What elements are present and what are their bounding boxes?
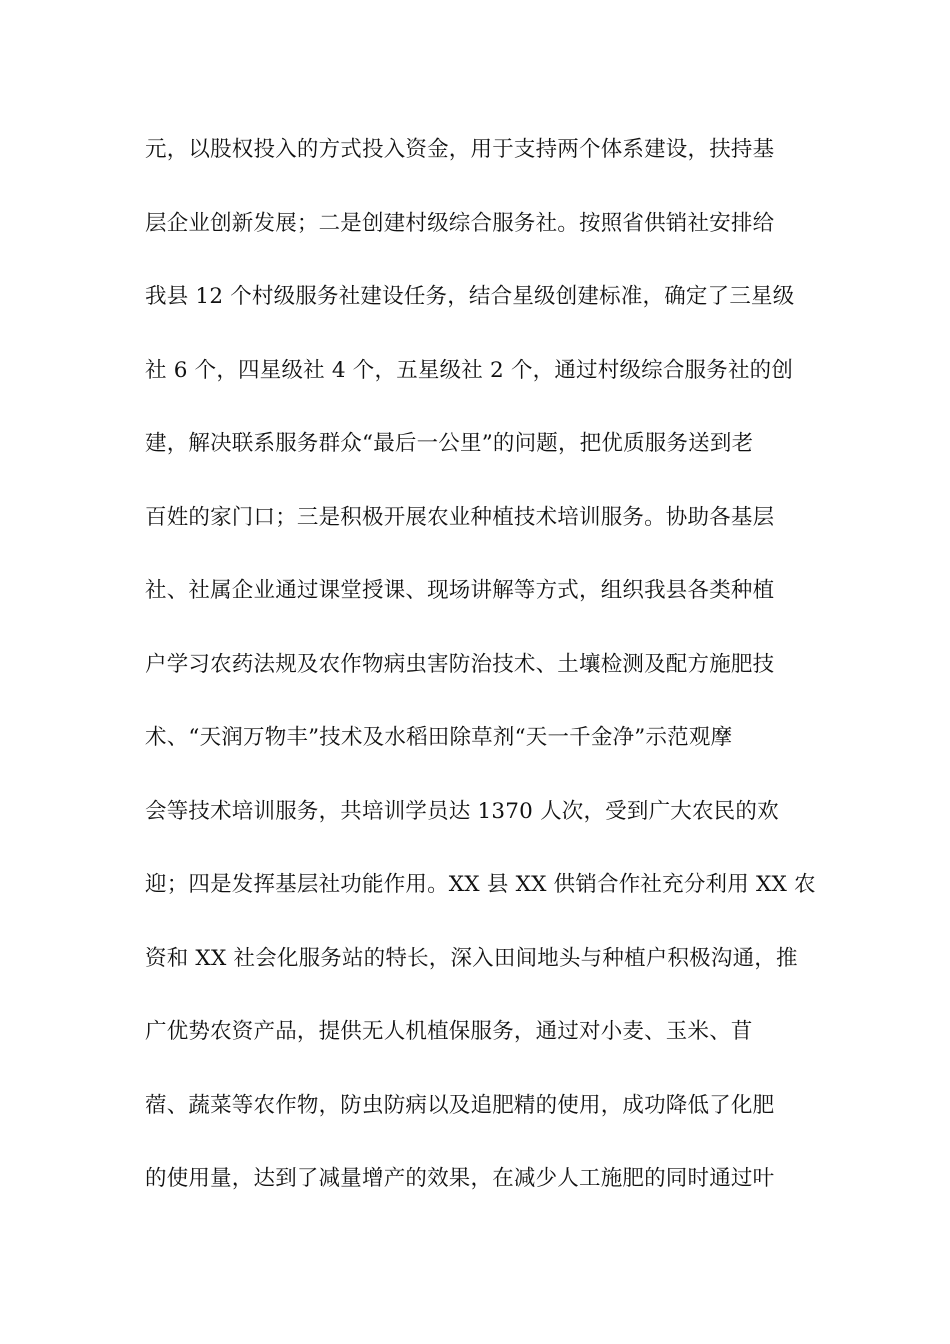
- text-line: 会等技术培训服务，共培训学员达 1370 人次，受到广大农民的欢: [145, 798, 779, 824]
- text-line: 术、“天润万物丰”技术及水稻田除草剂“天一千金净”示范观摩: [145, 725, 733, 750]
- text-line: 社、社属企业通过课堂授课、现场讲解等方式，组织我县各类种植: [145, 578, 775, 603]
- text-line: 蓿、蔬菜等农作物，防虫防病以及追肥精的使用，成功降低了化肥: [145, 1092, 775, 1118]
- text-line: 迎；四是发挥基层社功能作用。XX 县 XX 供销合作社充分利用 XX 农: [145, 872, 816, 897]
- text-line: 社 6 个，四星级社 4 个，五星级社 2 个，通过村级综合服务社的创: [145, 357, 794, 383]
- text-line: 广优势农资产品，提供无人机植保服务，通过对小麦、玉米、苜: [145, 1019, 753, 1044]
- text-line: 层企业创新发展；二是创建村级综合服务社。按照省供销社安排给: [145, 210, 775, 236]
- text-line: 百姓的家门口；三是积极开展农业种植技术培训服务。协助各基层: [145, 504, 775, 530]
- text-line: 户学习农药法规及农作物病虫害防治技术、土壤检测及配方施肥技: [145, 651, 775, 677]
- body-text: [145, 128, 816, 1231]
- text-line: 我县 12 个村级服务社建设任务，结合星级创建标准，确定了三星级: [145, 284, 795, 309]
- text-line: 建，解决联系服务群众“最后一公里”的问题，把优质服务送到老: [145, 431, 754, 456]
- text-line: 资和 XX 社会化服务站的特长，深入田间地头与种植户积极沟通，推: [145, 945, 798, 971]
- text-line: 的使用量，达到了减量增产的效果，在减少人工施肥的同时通过叶: [145, 1166, 775, 1191]
- text-line: 元，以股权投入的方式投入资金，用于支持两个体系建设，扶持基: [145, 137, 775, 162]
